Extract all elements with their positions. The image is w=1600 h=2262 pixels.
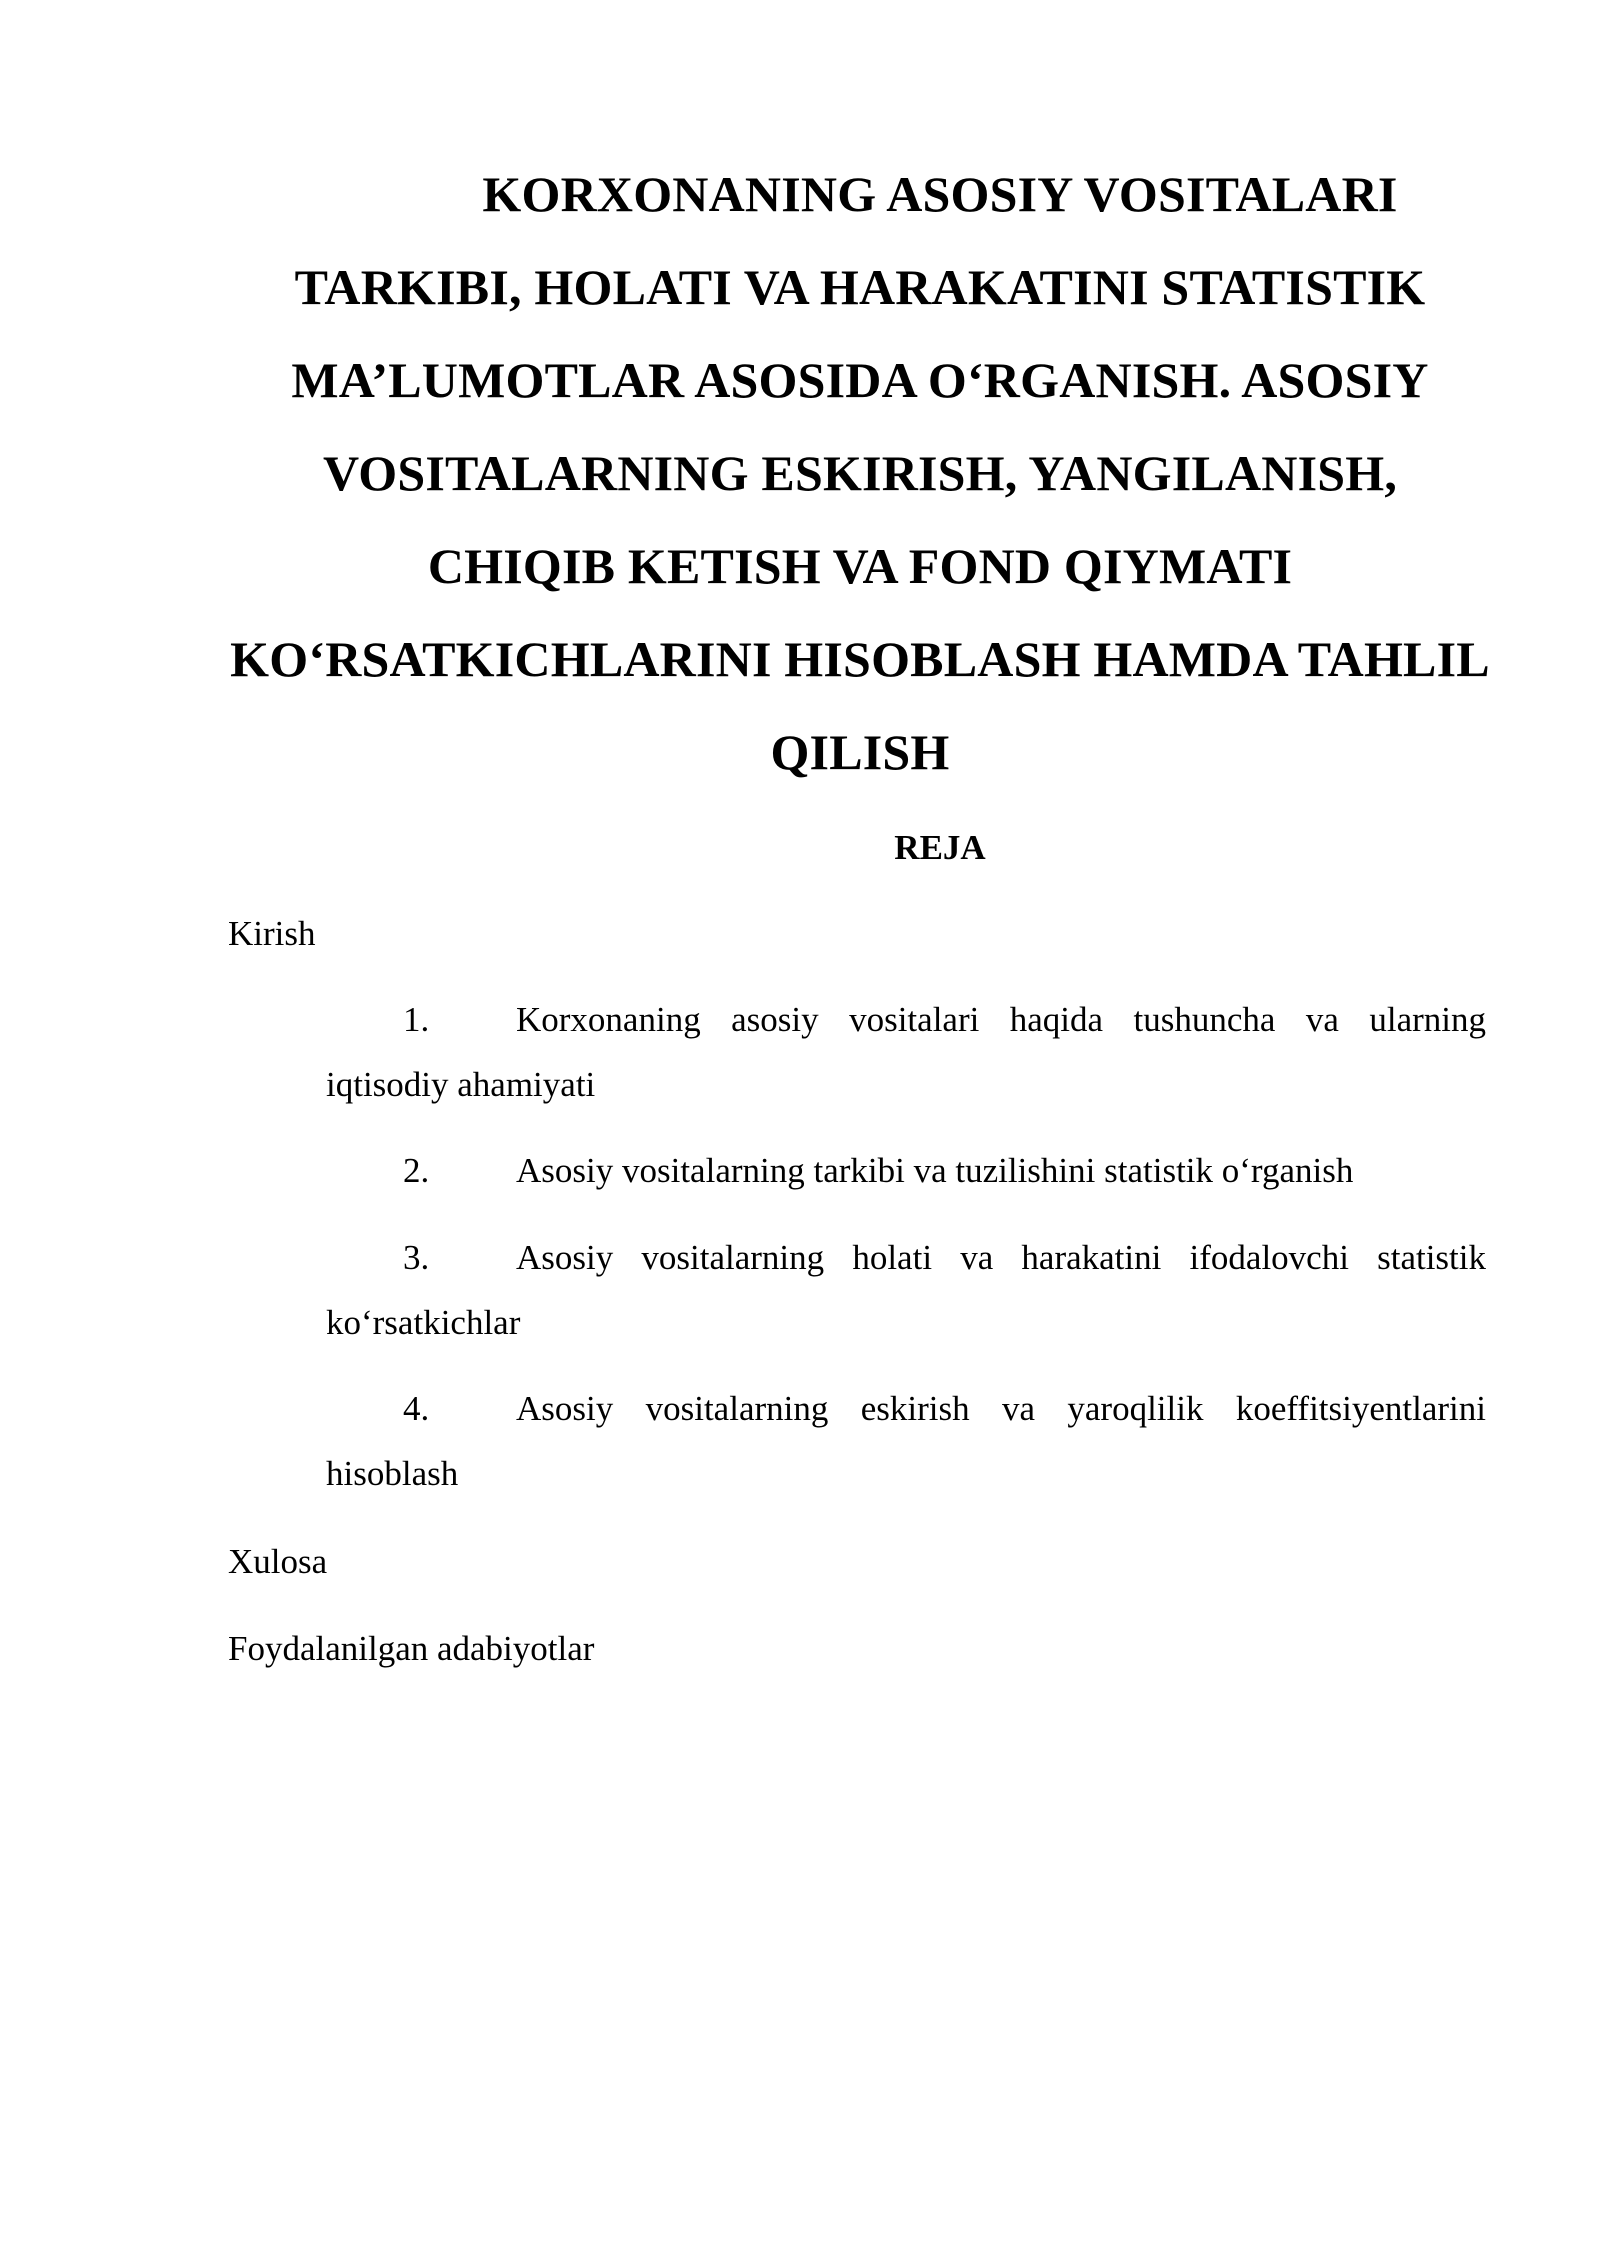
plan-list-item-2: [326, 1138, 1486, 1203]
plan-list-item-4: [326, 1376, 1486, 1506]
plan-list-item-1: [326, 987, 1486, 1117]
intro-entry: Kirish: [228, 914, 316, 953]
references-entry: Foydalanilgan adabiyotlar: [228, 1629, 595, 1668]
conclusion-entry: Xulosa: [228, 1542, 328, 1581]
document-title: KORXONANING ASOSIY VOSITALARI TARKIBI, HOLATI VA HARAKATINI STATISTIK MA’LUMOTLAR ASOSIDA O‘RGANISH. ASOSIY VOSITALARNING ESKIRISH, YANGILANISH, CHIQIB KETISH VA FOND QIYMATI KO‘RSATKICHLARINI HISOBLASH HAMDA TAHLIL QILISH: [230, 166, 1490, 780]
plan-item-number: 3.: [403, 1238, 430, 1277]
plan-heading: REJA: [894, 828, 986, 867]
plan-item-number: 4.: [403, 1389, 430, 1428]
plan-item-number: 1.: [403, 1000, 430, 1039]
plan-item-number: 2.: [403, 1151, 430, 1190]
plan-list-item-3: [326, 1225, 1486, 1355]
plan-item-text: Korxonaning asosiy vositalari haqida tushuncha va ularning iqtisodiy ahamiyati: [326, 1000, 1486, 1104]
plan-item-text: Asosiy vositalarning holati va harakatini ifodalovchi statistik ko‘rsatkichlar: [326, 1238, 1486, 1342]
plan-item-text: Asosiy vositalarning eskirish va yaroqlilik koeffitsiyentlarini hisoblash: [326, 1389, 1486, 1493]
plan-item-text: Asosiy vositalarning tarkibi va tuzilishini statistik o‘rganish: [516, 1151, 1354, 1190]
